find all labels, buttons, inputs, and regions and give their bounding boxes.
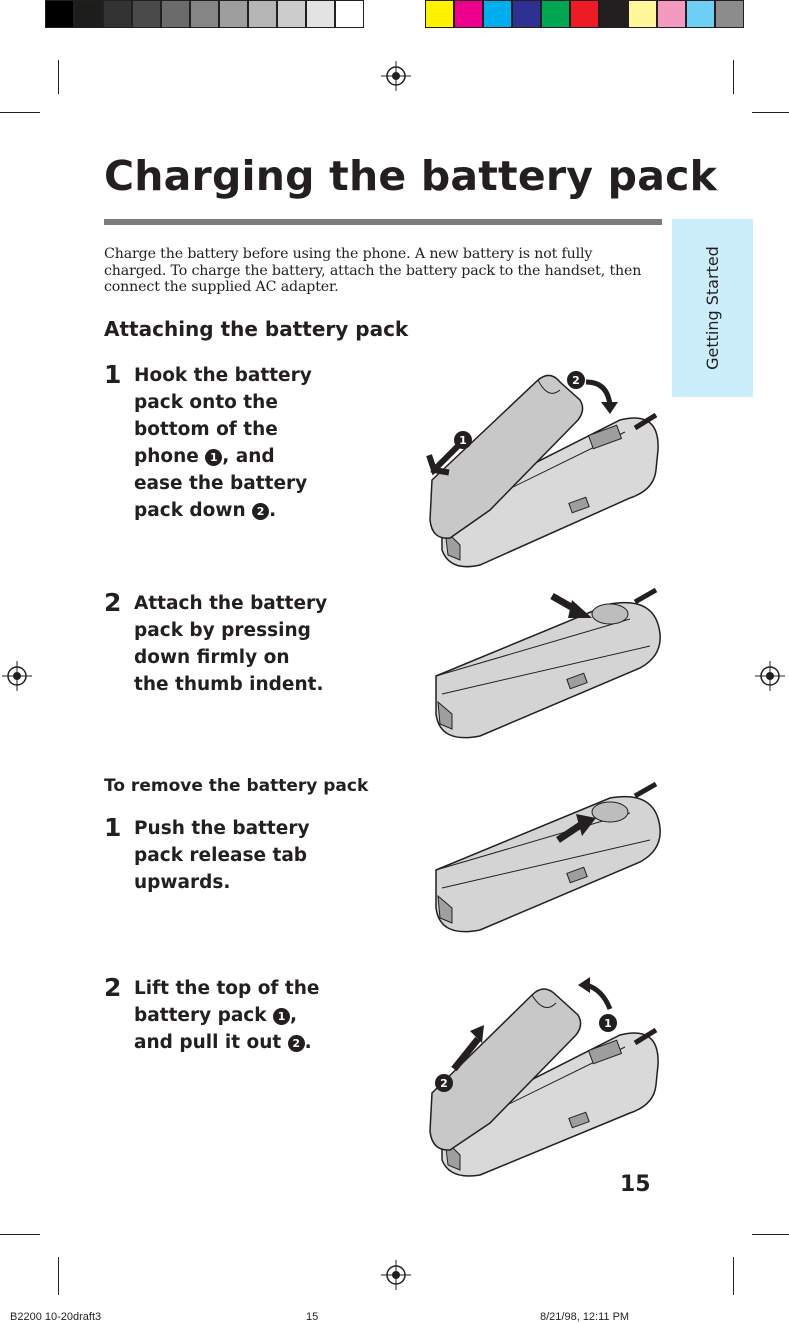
crop-mark [752,112,789,113]
intro-paragraph: Charge the battery before using the phone. A new battery is not fully charged. To charge the battery, attach the battery pack to the handset, then connect the supplied AC adapter. [104,246,642,295]
step-text: Push the battery pack release tab upwards. [134,818,310,893]
crop-mark [58,1257,59,1295]
registration-mark-icon [2,661,32,691]
registration-mark-icon [381,1260,411,1290]
step-text: Hook the battery pack onto the bottom of the phone 1 , and ease the battery pack down 2 . [134,365,312,521]
color-swatch [219,0,248,28]
phone-battery-lift-illustration [420,975,670,1180]
arrow-head-icon [601,402,618,414]
crop-mark [733,1257,734,1295]
arrow-head-icon [568,600,592,618]
color-swatch [686,0,715,28]
registration-mark-icon [381,61,411,91]
color-swatch [628,0,657,28]
color-swatch [483,0,512,28]
phone-battery-press-illustration [430,584,670,744]
color-swatch [570,0,599,28]
color-swatch [541,0,570,28]
callout-1-icon: 1 [604,1017,612,1030]
color-swatch [103,0,132,28]
crop-mark [0,1234,40,1235]
step-text: Attach the battery pack by pressing down firmly on the thumb indent. [134,593,328,695]
color-swatch [657,0,686,28]
color-swatch [161,0,190,28]
step-number: 2 [104,588,122,617]
step-number: 1 [104,813,122,842]
subsection-heading: To remove the battery pack [104,776,369,796]
side-tab [672,219,753,397]
footer-page-number: 15 [306,1311,319,1323]
arrow-head-icon [578,977,590,993]
footer-timestamp: 8/21/98, 12:11 PM [540,1311,630,1323]
callout-2-icon: 2 [440,1077,448,1090]
footer-file-name: B2200 10-20draft3 [10,1311,102,1323]
color-swatch [425,0,454,28]
color-swatch [715,0,744,28]
color-swatch [599,0,628,28]
color-swatch [248,0,277,28]
title-rule [104,219,662,225]
crop-mark [0,112,40,113]
section-heading: Attaching the battery pack [104,317,409,341]
page-number: 15 [620,1172,651,1197]
step-number: 1 [104,360,122,389]
crop-mark [733,60,734,94]
callout-1-icon: 1 [273,1008,290,1025]
color-swatch [132,0,161,28]
color-swatch [335,0,364,28]
color-swatch [190,0,219,28]
color-swatch [512,0,541,28]
color-swatch [306,0,335,28]
step-text: Lift the top of the battery pack 1 , and pull it out 2 . [134,978,320,1053]
crop-mark [58,60,59,94]
callout-1-icon: 1 [205,449,222,466]
callout-2-icon: 2 [252,503,269,520]
color-swatch [45,0,74,28]
crop-mark [752,1234,789,1235]
step-number: 2 [104,973,122,1002]
callout-2-icon: 2 [572,374,580,387]
phone-release-tab-illustration [430,778,670,938]
callout-1-icon: 1 [459,434,467,447]
color-swatch [74,0,103,28]
side-tab-label: Getting Started [703,246,722,370]
registration-mark-icon [755,661,785,691]
phone-battery-hook-illustration [420,360,670,570]
color-swatch [454,0,483,28]
color-swatch [277,0,306,28]
page-title: Charging the battery pack [104,152,718,200]
callout-2-icon: 2 [288,1035,305,1052]
